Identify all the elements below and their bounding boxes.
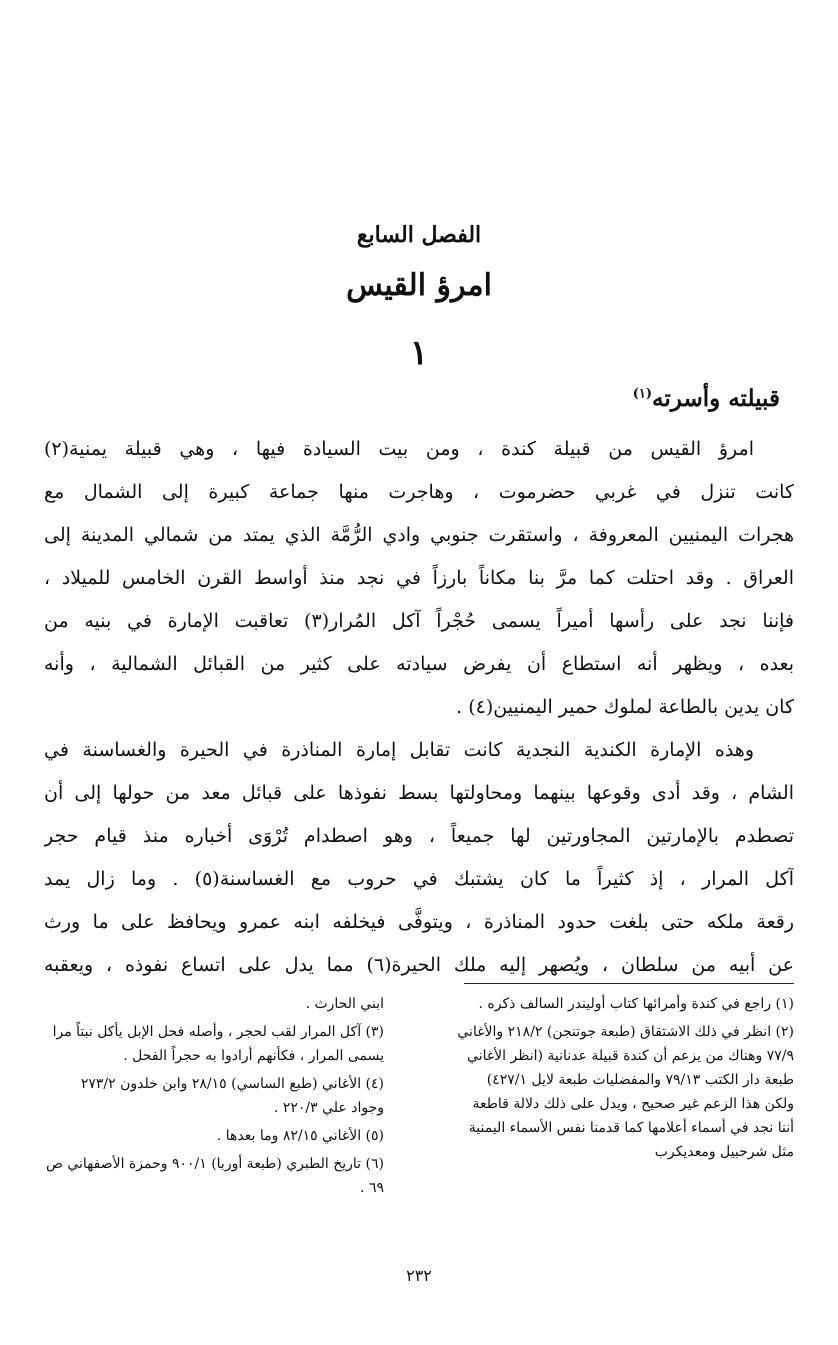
body-line: عن أبيه من سلطان ، ويُصهر إليه ملك الحيرة(٦) مما يدل على اتساع نفوذه ، ويعقبه xyxy=(44,954,794,976)
page-title: امرؤ القيس xyxy=(346,268,492,303)
body-line: فإننا نجد على رأسها أميراً يسمى حُجْراً آكل المُرار(٣) تعاقبت الإمارة في بنيه من xyxy=(44,610,794,632)
body-line: رقعة ملكه حتى بلغت حدود المناذرة ، ويتوفَّى فيخلفه ابنه عمرو ويحافظ على ما ورث xyxy=(44,911,794,933)
body-line: كان يدين بالطاعة لملوك حمير اليمنيين(٤) . xyxy=(456,696,794,718)
body-text xyxy=(44,428,794,987)
body-line: العراق . وقد احتلت كما مرَّ بنا مكاناً بارزاً في نجد منذ أواسط القرن الخامس للميلاد ، xyxy=(44,567,794,589)
subheading xyxy=(633,385,780,412)
body-line: هجرات اليمنيين المعروفة ، واستقرت جنوبي وادي الرُّمَّة الذي يمتد من شمالي المدينة إلى xyxy=(44,524,794,546)
footnotes-left-column xyxy=(44,992,384,1204)
footnotes-right-column xyxy=(454,992,794,1168)
footnote-ref: (١) xyxy=(632,386,653,402)
section-number: ١ xyxy=(409,333,429,373)
footnote: (٣) آكل المرار لقب لحجر ، وأصله فحل الإبل يأكل نبتاً مرا يسمى المرار ، فكأنهم أرادوا به حجراً الفحل . xyxy=(52,1024,384,1064)
page-number: ٢٣٢ xyxy=(406,1266,432,1285)
footnote: (٦) تاريخ الطبري (طبعة أوربا) ٩٠٠/١ وحمزة الأصفهاني ص ٦٩ . xyxy=(45,1156,384,1196)
body-line: كانت تنزل في غربي حضرموت ، وهاجرت منها جماعة كبيرة إلى الشمال مع xyxy=(44,481,794,503)
footnote-divider xyxy=(464,983,794,984)
footnote: ابني الحارث . xyxy=(305,996,384,1012)
footnote: (١) راجع في كندة وأمرائها كتاب أوليندر السالف ذكره . xyxy=(478,996,794,1012)
subheading-text: قبيلته وأسرته xyxy=(652,385,780,412)
footnote: (٢) انظر في ذلك الاشتقاق (طبعة جوتنجن) ٢١٨/٢ والأغاني ٧٧/٩ وهناك من يزعم أن كندة قبيلة عدنانية (انظر الأغاني طبعة دار الكتب ٧٩/١٣ والمفضليات طبعة لايل ٤٢٧/١) ولكن هذا الزعم غير صحيح ، ويدل على ذلك دلالة قاطعة أننا نجد في أسماء أعلامها كما قدمنا نفس الأسماء اليمنية مثل شرحبيل ومعديكرب xyxy=(457,1024,794,1160)
body-line: امرؤ القيس من قبيلة كندة ، ومن بيت السيادة فيها ، وهي قبيلة يمنية(٢) xyxy=(44,438,754,460)
footnote: (٤) الأغاني (طبع الساسي) ٢٨/١٥ وابن خلدون ٢٧٣/٢ وجواد علي ٢٢٠/٣ . xyxy=(80,1076,384,1116)
body-line: تصطدم بالإمارتين المجاورتين لها جميعاً ، وهو اصطدام تُرْوَى أخباره منذ قيام حجر xyxy=(44,825,794,847)
body-line: آكل المرار ، إذ كثيراً ما كان يشتبك في حروب مع الغساسنة(٥) . وما زال يمد xyxy=(44,868,794,890)
chapter-label: الفصل السابع xyxy=(356,222,482,248)
body-line: بعده ، ويظهر أنه استطاع أن يفرض سيادته على كثير من القبائل الشمالية ، وأنه xyxy=(44,653,794,675)
footnote: (٥) الأغاني ٨٢/١٥ وما بعدها . xyxy=(216,1128,384,1144)
body-line: الشام ، وقد أدى وقوعها بينهما ومحاولتها بسط نفوذها على قبائل معد من حولها إلى أن xyxy=(44,782,794,804)
body-line: وهذه الإمارة الكندية النجدية كانت تقابل إمارة المناذرة في الحيرة والغساسنة في xyxy=(44,739,754,761)
